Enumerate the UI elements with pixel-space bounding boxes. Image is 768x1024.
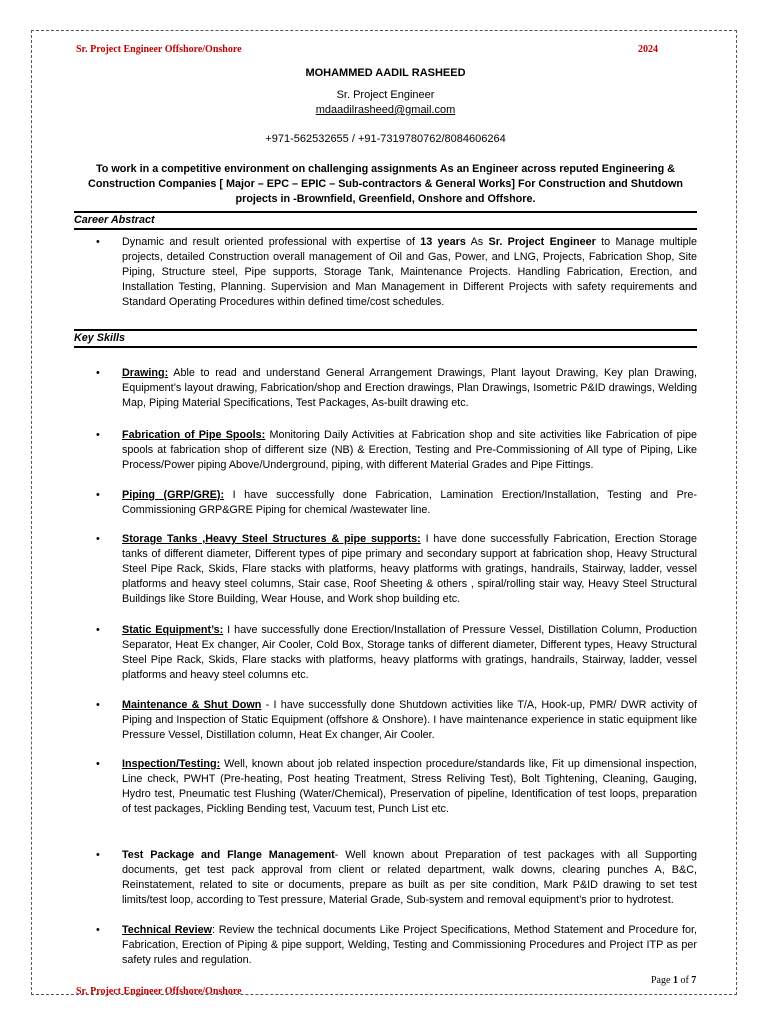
objective: To work in a competitive environment on challenging assignments As an Engineer across reputed Engineering & Construction Companies [ Major – EPC – EPIC – Sub-contractors & General Works] For Construction and Shutdown projects in -Brownfield, Greenfield, Onshore and Offshore. bbox=[88, 163, 683, 205]
skill-description: - Well known about Preparation of test packages with all Supporting documents, get test pack approval from client or related department, walk downs, clearing punches A, B&C, Reinstatement, related to site or documents, prepare as built as per site condition, Mark P&ID drawing to set test limits/test loop, according to Test pressure, Material Grade, Sub-system and removal equipment’s prior to hydrotest. bbox=[122, 849, 697, 906]
phone-numbers: +971-562532655 / +91-7319780762/8084606264 bbox=[265, 133, 506, 145]
text-part: As bbox=[465, 236, 489, 248]
skill-item bbox=[74, 757, 697, 817]
page-total: 7 bbox=[691, 975, 697, 986]
career-abstract-item bbox=[74, 235, 697, 310]
skill-label: Test Package and Flange Management bbox=[122, 849, 335, 861]
years-value: 13 years bbox=[420, 236, 466, 248]
section-key-skills bbox=[74, 329, 697, 348]
text-part: Dynamic and result oriented professional with expertise of bbox=[122, 236, 421, 248]
skill-label: Drawing: bbox=[122, 367, 169, 379]
bullet-icon: • bbox=[96, 533, 100, 545]
page-number bbox=[651, 975, 696, 986]
skill-item bbox=[74, 488, 697, 518]
skill-text bbox=[122, 848, 697, 908]
skill-item bbox=[74, 532, 697, 607]
skill-item bbox=[74, 698, 697, 743]
bullet-icon: • bbox=[96, 924, 100, 936]
section-career-abstract bbox=[74, 211, 697, 230]
skill-label: Fabrication of Pipe Spools: bbox=[122, 429, 266, 441]
bullet-icon: • bbox=[96, 367, 100, 379]
bullet-icon: • bbox=[96, 849, 100, 861]
skill-item bbox=[74, 848, 697, 908]
page-prefix: Page bbox=[651, 975, 673, 986]
skill-item bbox=[74, 923, 697, 968]
skill-description: Able to read and understand General Arrangement Drawings, Plant layout Drawing, Key plan Drawing, Equipment’s layout drawing, Fabrication/shop and Erection drawings, Plan Drawings, Isometric P&ID drawings, Welding Map, Piping Material Specifications, Test Packages, As-built drawing etc. bbox=[122, 367, 697, 409]
skill-description: I have done successfully Fabrication, Erection Storage tanks of different diameter, Different types of pipe primary and secondary support at fabrication shop, Heavy Structural Steel Pipe Rack, Skids, Flare stacks with platforms, heavy platforms with gratings, handrails, Stairway, ladder, vessel platforms and heavy steel columns, Stair case, Roof Sheeting & others , spiral/rolling stair way, Heavy Steel Structural Buildings like Store Building, Wear House, and Work shop building etc. bbox=[122, 533, 697, 605]
skill-text bbox=[122, 428, 697, 473]
role-value: Sr. Project Engineer bbox=[488, 236, 596, 248]
career-abstract-text bbox=[122, 235, 697, 310]
bullet-icon: • bbox=[96, 489, 100, 501]
skill-label: Storage Tanks ,Heavy Steel Structures & pipe supports: bbox=[122, 533, 421, 545]
skill-description: I have successfully done Fabrication, Lamination Erection/Installation, Testing and Pre-Commissioning GRP&GRE Piping for chemical /wastewater line. bbox=[122, 489, 697, 516]
skill-description: Well, known about job related inspection procedure/standards like, Fit up dimensional inspection, Line check, PWHT (Pre-heating, Post heating Treatment, Stress Reliving Test), Bolt Tightening, Cleaning, Gauging, Hydro test, Pneumatic test Flushing (Water/Chemical), Preservation of pipeline, Identification of test loops, preparation of test packages, Pickling Bending test, Vacuum test, Punch List etc. bbox=[122, 758, 697, 815]
skill-description: Monitoring Daily Activities at Fabrication shop and site activities like Fabrication of pipe spools at fabrication shop of different size (NB) & Erection, Testing and Pre-Commissioning of All type of Piping, Like Process/Power piping Above/Underground, piping, with different Material Grades and Pipe Fittings. bbox=[122, 429, 697, 471]
bullet-icon: • bbox=[96, 758, 100, 770]
skill-label: Piping (GRP/GRE): bbox=[122, 489, 225, 501]
email-link[interactable]: mdaadilrasheed@gmail.com bbox=[315, 104, 456, 116]
page-current: 1 bbox=[672, 975, 678, 986]
skill-item bbox=[74, 623, 697, 683]
skill-item bbox=[74, 428, 697, 473]
bullet-icon: • bbox=[96, 699, 100, 711]
section-heading: Key Skills bbox=[74, 332, 126, 344]
skill-text bbox=[122, 532, 697, 607]
skill-label: Inspection/Testing: bbox=[122, 758, 221, 770]
skill-text bbox=[122, 366, 697, 411]
bullet-icon: • bbox=[96, 624, 100, 636]
skill-description: - I have successfully done Shutdown activities like T/A, Hook-up, PMR/ DWR activity of Piping and Inspection of Static Equipment (offshore & Onshore). I have maintenance experience in static equipment like Pressure Vessel, Distillation column, Heat Ex changer, Air Cooler. bbox=[122, 699, 697, 741]
bullet-icon: • bbox=[96, 429, 100, 441]
header-left: Sr. Project Engineer Offshore/Onshore bbox=[76, 44, 242, 55]
skill-text bbox=[122, 623, 697, 683]
skill-description: I have successfully done Erection/Installation of Pressure Vessel, Distillation Column, Production Separator, Heat Ex changer, Air Cooler, Cold Box, Storage tanks of different diameter, Different types, Heavy Structural Steel Pipe Rack, Skids, Flare stacks with platforms, heavy platforms with gratings, handrails, Stairway, ladder, vessel platforms and heavy steel columns etc. bbox=[122, 624, 697, 681]
skill-text bbox=[122, 488, 697, 518]
candidate-title: Sr. Project Engineer bbox=[336, 89, 435, 101]
skill-label: Static Equipment’s: bbox=[122, 624, 224, 636]
skill-item bbox=[74, 366, 697, 411]
page-of: of bbox=[677, 975, 692, 986]
candidate-name: MOHAMMED AADIL RASHEED bbox=[305, 67, 466, 79]
skill-description: : Review the technical documents Like Project Specifications, Method Statement and Procedure for, Fabrication, Erection of Piping & pipe support, Welding, Testing and Commissioning Procedures and Project ITP as per safety rules and regulation. bbox=[122, 924, 698, 966]
skill-label: Maintenance & Shut Down bbox=[122, 699, 262, 711]
footer-left: Sr. Project Engineer Offshore/Onshore bbox=[76, 986, 242, 997]
skill-text bbox=[122, 923, 697, 968]
section-heading: Career Abstract bbox=[74, 214, 155, 226]
bullet-icon: • bbox=[96, 236, 100, 248]
skill-label: Technical Review bbox=[122, 924, 212, 936]
skill-text bbox=[122, 698, 697, 743]
text-part: to Manage multiple projects, detailed Construction overall management of Oil and Gas, Power, and LNG, Projects, Fabrication Shop, Site Piping, Structure steel, Pipe supports, Storage Tank, Maintenance Projects. Handling Fabrication, Erection, and Installation Testing, Planning. Supervision and Man Management in Different Projects with safety requirements and Standard Operating Procedures within defined time/cost schedules. bbox=[122, 236, 697, 308]
header-year: 2024 bbox=[638, 44, 658, 55]
skill-text bbox=[122, 757, 697, 817]
